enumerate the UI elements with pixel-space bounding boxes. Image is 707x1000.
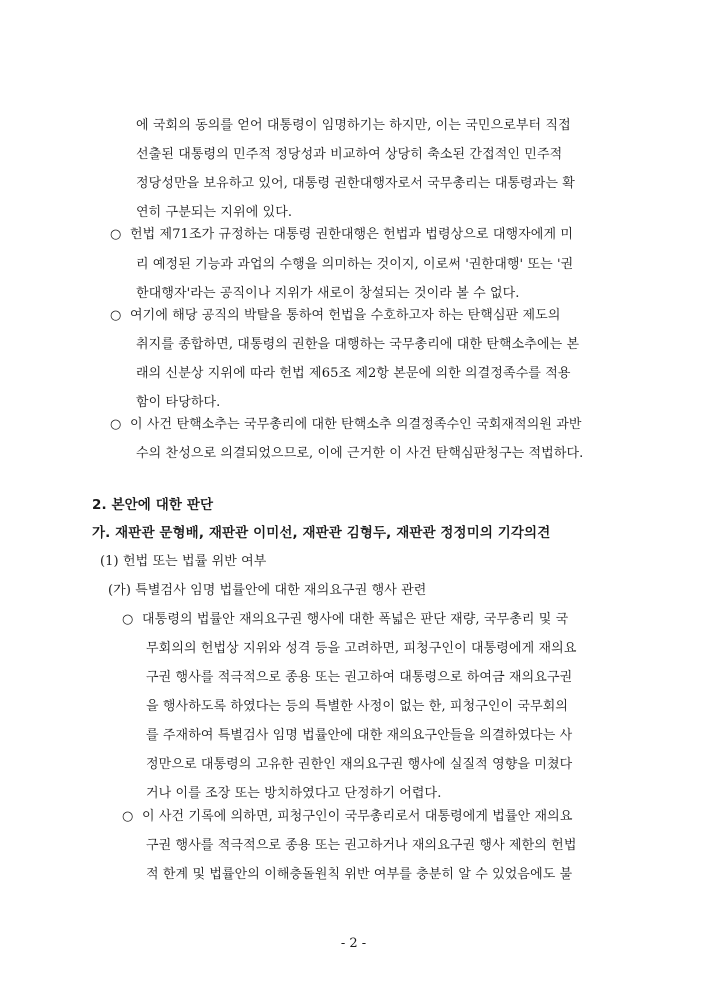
bullet-line: 여기에 해당 공직의 박탈을 통하여 헌법을 수호하고자 하는 탄핵심판 제도의 — [130, 308, 561, 323]
bullet-line: 대통령의 법률안 재의요구권 행사에 대한 폭넓은 판단 재량, 국무총리 및 국 — [142, 612, 569, 627]
bullet-marker: ○ — [122, 809, 134, 824]
bullet-marker: ○ — [122, 612, 134, 627]
subsection-heading: 가. 재판관 문형배, 재판관 이미선, 재판관 김형두, 재판관 정정미의 기각의견 — [92, 525, 551, 541]
bullet-line: 이 사건 기록에 의하면, 피청구인이 국무총리로서 대통령에게 법률안 재의요 — [142, 809, 573, 824]
paragraph-line: 에 국회의 동의를 얻어 대통령이 임명하기는 하지만, 이는 국민으로부터 직접 — [136, 118, 571, 133]
item-heading: (1) 헌법 또는 법률 위반 여부 — [100, 554, 267, 569]
bullet-line: 수의 찬성으로 의결되었으므로, 이에 근거한 이 사건 탄핵심판청구는 적법하다. — [136, 446, 584, 461]
bullet-line: 함이 타당하다. — [136, 395, 221, 410]
bullet-line: 취지를 종합하면, 대통령의 권한을 대행하는 국무총리에 대한 탄핵소추에는 본 — [136, 337, 580, 352]
bullet-marker: ○ — [110, 417, 122, 432]
bullet-line: 한대행자'라는 공직이나 지위가 새로이 창설되는 것이라 볼 수 없다. — [136, 286, 520, 301]
page-number: - 2 - — [340, 936, 367, 951]
paragraph-line: 선출된 대통령의 민주적 정당성과 비교하여 상당히 축소된 간접적인 민주적 — [136, 147, 563, 162]
bullet-line: 적 한계 및 법률안의 이해충돌원칙 위반 여부를 충분히 알 수 있었음에도 불 — [146, 867, 573, 882]
bullet-line: 정만으로 대통령의 고유한 권한인 재의요구권 행사에 실질적 영향을 미쳤다 — [146, 757, 573, 772]
bullet-marker: ○ — [110, 308, 122, 323]
bullet-line: 를 주재하여 특별검사 임명 법률안에 대한 재의요구안들을 의결하였다는 사 — [146, 728, 573, 743]
bullet-line: 헌법 제71조가 규정하는 대통령 권한대행은 헌법과 법령상으로 대행자에게 미 — [130, 227, 573, 242]
section-heading: 2. 본안에 대한 판단 — [92, 497, 214, 513]
bullet-marker: ○ — [110, 227, 122, 242]
bullet-line: 이 사건 탄핵소추는 국무총리에 대한 탄핵소추 의결정족수인 국회재적의원 과반 — [130, 417, 582, 432]
bullet-line: 거나 이를 조장 또는 방치하였다고 단정하기 어렵다. — [146, 786, 442, 801]
subitem-heading: (가) 특별검사 임명 법률안에 대한 재의요구권 행사 관련 — [108, 583, 427, 598]
bullet-line: 을 행사하도록 하였다는 등의 특별한 사정이 없는 한, 피청구인이 국무회의 — [146, 699, 569, 714]
paragraph-line: 연히 구분되는 지위에 있다. — [136, 205, 293, 220]
bullet-line: 래의 신분상 지위에 따라 헌법 제65조 제2항 본문에 의한 의결정족수를 적용 — [136, 366, 571, 381]
bullet-line: 리 예정된 기능과 과업의 수행을 의미하는 것이지, 이로써 '권한대행' 또는 '권 — [136, 257, 574, 272]
bullet-line: 구권 행사를 적극적으로 종용 또는 권고하거나 재의요구권 행사 제한의 헌법 — [146, 838, 577, 853]
bullet-line: 구권 행사를 적극적으로 종용 또는 권고하여 대통령으로 하여금 재의요구권 — [146, 670, 573, 685]
bullet-line: 무회의의 헌법상 지위와 성격 등을 고려하면, 피청구인이 대통령에게 재의요 — [146, 641, 577, 656]
paragraph-line: 정당성만을 보유하고 있어, 대통령 권한대행자로서 국무총리는 대통령과는 확 — [136, 176, 575, 191]
